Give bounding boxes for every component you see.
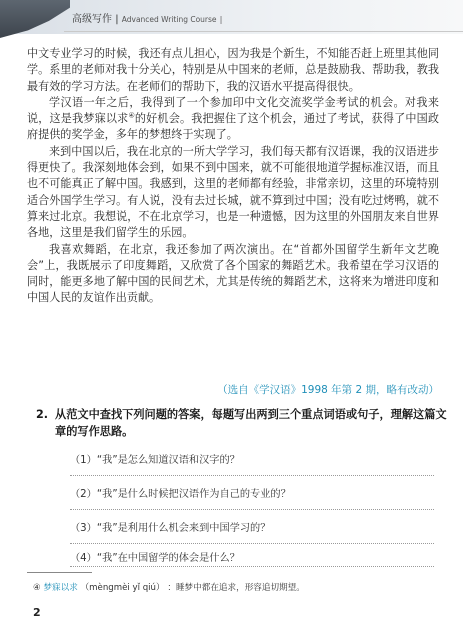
answer-line[interactable] xyxy=(70,475,434,476)
footnote xyxy=(33,581,438,593)
page-number: 2 xyxy=(33,606,41,619)
answer-line[interactable] xyxy=(70,566,434,567)
answer-line[interactable] xyxy=(70,509,434,510)
answer-line[interactable] xyxy=(70,543,434,544)
essay-paragraph: 来到中国以后，我在北京的一所大学学习，我们每天都有汉语课，我的汉语进步得更快了。我深刻地体会到，如果不到中国来，就不可能很地道学握标准汉语，而且也不可能真正了解中国。我感到，这里的老师都有经验，非常亲切，这里的环境特别适合外国学生学习。有人说，没有去过长城，就不算到过中国；没有吃过烤鸭，就不算来过北京。我想说，不在北京学习，也是一种遗憾，因为这里的外国朋友来自世界各地，这里是我们留学生的乐园。 xyxy=(27,144,439,240)
essay-paragraph xyxy=(27,95,439,144)
essay-text: 学汉语一年之后，我得到了一个参加印中文化交流奖学金考试的机会。对我来说，这是我梦寐以求 xyxy=(27,95,439,126)
header-rule xyxy=(64,31,463,32)
footnote-term: 梦寐以求 xyxy=(43,583,78,593)
essay-text: 的好机会。我把握住了这个机会，通过了考试，获得了中国政府提供的奖学金，多年的梦想终于实现了。 xyxy=(27,112,439,142)
essay-paragraph: 我喜欢舞蹈，在北京，我还参加了两次演出。在“首都外国留学生新年文艺晚会”上，我既展示了印度舞蹈，又欣赏了各个国家的舞蹈艺术。我希望在学习汉语的同时，能更多地了解中国的民间艺术，尤其是传统的舞蹈艺术，这将来为增进印度和中国人民的友谊作出贡献。 xyxy=(27,242,439,305)
sub-question: （1）“我”是怎么知道汉语和汉字的？ xyxy=(70,455,240,466)
footnote-rule xyxy=(27,572,92,573)
source-citation: （选自《学汉语》1998 年第 2 期，略有改动） xyxy=(217,384,439,396)
sub-question: （2）“我”是什么时候把汉语作为自己的专业的？ xyxy=(70,489,291,500)
book-title: 高级写作 xyxy=(72,14,112,25)
footnote-definition: ：睡梦中都在追求，形容追切期望。 xyxy=(167,583,305,593)
header-divider: | xyxy=(115,14,119,25)
exercise-question xyxy=(36,406,450,440)
question-number: 2. xyxy=(36,408,49,421)
footnote-number: ④ xyxy=(33,583,41,593)
header-end-mark: | xyxy=(219,15,223,24)
footnote-marker: ④ xyxy=(128,111,135,120)
sub-question: （4）“我”在中国留学的体会是什么？ xyxy=(70,553,240,564)
book-subtitle: Advanced Writing Course xyxy=(121,15,217,24)
essay-paragraph: 中文专业学习的时候，我还有点儿担心，因为我是个新生，不知能否赶上班里其他同学。系里的老师对我十分关心，特别是从中国来的老师，总是鼓励我、帮助我，教我最有效的学习方法。在老师们的帮助下，我的汉语水平提高得很快。 xyxy=(27,47,439,93)
footnote-pinyin: （mèngmèi yǐ qiú） xyxy=(80,583,165,593)
sub-question: （3）“我”是利用什么机会来到中国学习的？ xyxy=(70,523,271,534)
question-text: 从范文中查找下列问题的答案，每题写出两到三个重点词语或句子，理解这篇文章的写作思路。 xyxy=(55,408,447,438)
running-header xyxy=(72,10,222,25)
essay-body xyxy=(27,46,439,307)
